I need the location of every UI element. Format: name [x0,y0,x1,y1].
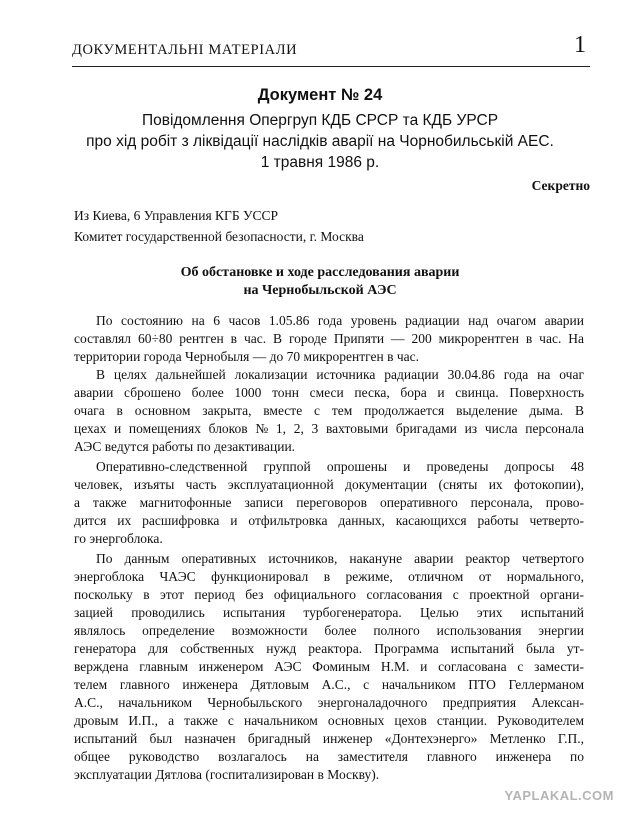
body-line: а также магнитофонные записи переговоров оперативного персонала, прово- [74,495,584,510]
body-line: цехах и помещениях блоков № 1, 2, 3 вахтовыми бригадами из числа персонала [74,421,584,436]
body-line: аварии сброшено более 1000 тонн смеси песка, бора и свинца. Поверхность [74,385,584,400]
body-line: верждена главным инженером АЭС Фоминым Н.М. и согласована с замести- [74,659,584,674]
running-header [72,32,590,67]
body-line: поскольку в этот период без официального согласования с проектной органи- [74,587,584,602]
section-title: ДОКУМЕНТАЛЬНІ МАТЕРІАЛИ [72,42,298,58]
body-line: По данным оперативных источников, накануне аварии реактор четвертого [96,551,584,566]
body-line: АЭС ведутся работы по дезактивации. [74,439,296,454]
body-line: энергоблока ЧАЭС функционировал в режиме, отличном от нормального, [74,569,584,584]
body-line: эксплуатации Дятлова (госпитализирован в Москву). [74,767,380,782]
site-watermark: YAPLAKAL.COM [504,788,614,803]
document-number: Документ № 24 [257,86,383,104]
body-line: являлось определение возможности более полного использования энергии [74,623,584,638]
body-line: го энергоблока. [74,531,163,546]
body-line: Оперативно-следственной группой опрошены и проведены допросы 48 [96,459,584,474]
page-number: 1 [574,32,586,58]
body-line: дится их расшифровка и отфильтровка данных, касающихся работы четверто- [74,513,584,528]
body-line: В целях дальнейшей локализации источника радиации 30.04.86 года на очаг [96,367,584,382]
body-line: человек, изъяты часть эксплуатационной документации (сняты их фотокопии), [74,477,584,492]
body-line: дровым И.П., а также с начальником основных цехов станции. Руководителем [74,713,584,728]
sender-line: Из Киева, 6 Управления КГБ УССР [74,208,279,223]
body-line: территории города Чернобыля — до 70 микрорентген в час. [74,349,419,364]
body-line: общее руководство возлагалось на заместителя главного инженера по [74,749,584,764]
body-line: очага в основном закрыта, вместе с тем продолжается выделение дыма. В [74,403,584,418]
body-line: генератора для собственных нужд реактора. Программа испытаний была ут- [74,641,584,656]
body-line: По состоянию на 6 часов 1.05.86 года уровень радиации над очагом аварии [96,313,584,328]
recipient-line: Комитет государственной безопасности, г. Москва [74,229,364,244]
body-line: составлял 60÷80 рентген в час. В городе Припяти — 200 микрорентген в час. На [74,331,584,346]
report-heading: на Чернобыльской АЭС [243,283,397,298]
subtitle-line: Повідомлення Опергруп КДБ СРСР та КДБ УРСР [141,112,499,129]
body-line: зацией проводились испытания турбогенератора. Целью этих испытаний [74,605,584,620]
body-line: телем главного инженера Дятловым А.С., с начальником ПТО Геллерманом [74,677,584,692]
report-heading: Об обстановке и ходе расследования аварии [180,265,460,280]
classification-stamp: Секретно [531,178,590,193]
subtitle-date: 1 травня 1986 р. [260,154,380,171]
body-line: А.С., начальником Чернобыльского энергоналадочного предприятия Алексан- [74,695,584,710]
subtitle-line: про хід робіт з ліквідації наслідків аварії на Чорнобильській АЕС. [86,133,554,150]
body-line: испытаний был назначен бригадный инженер «Донтехэнерго» Метленко Г.П., [74,731,584,746]
